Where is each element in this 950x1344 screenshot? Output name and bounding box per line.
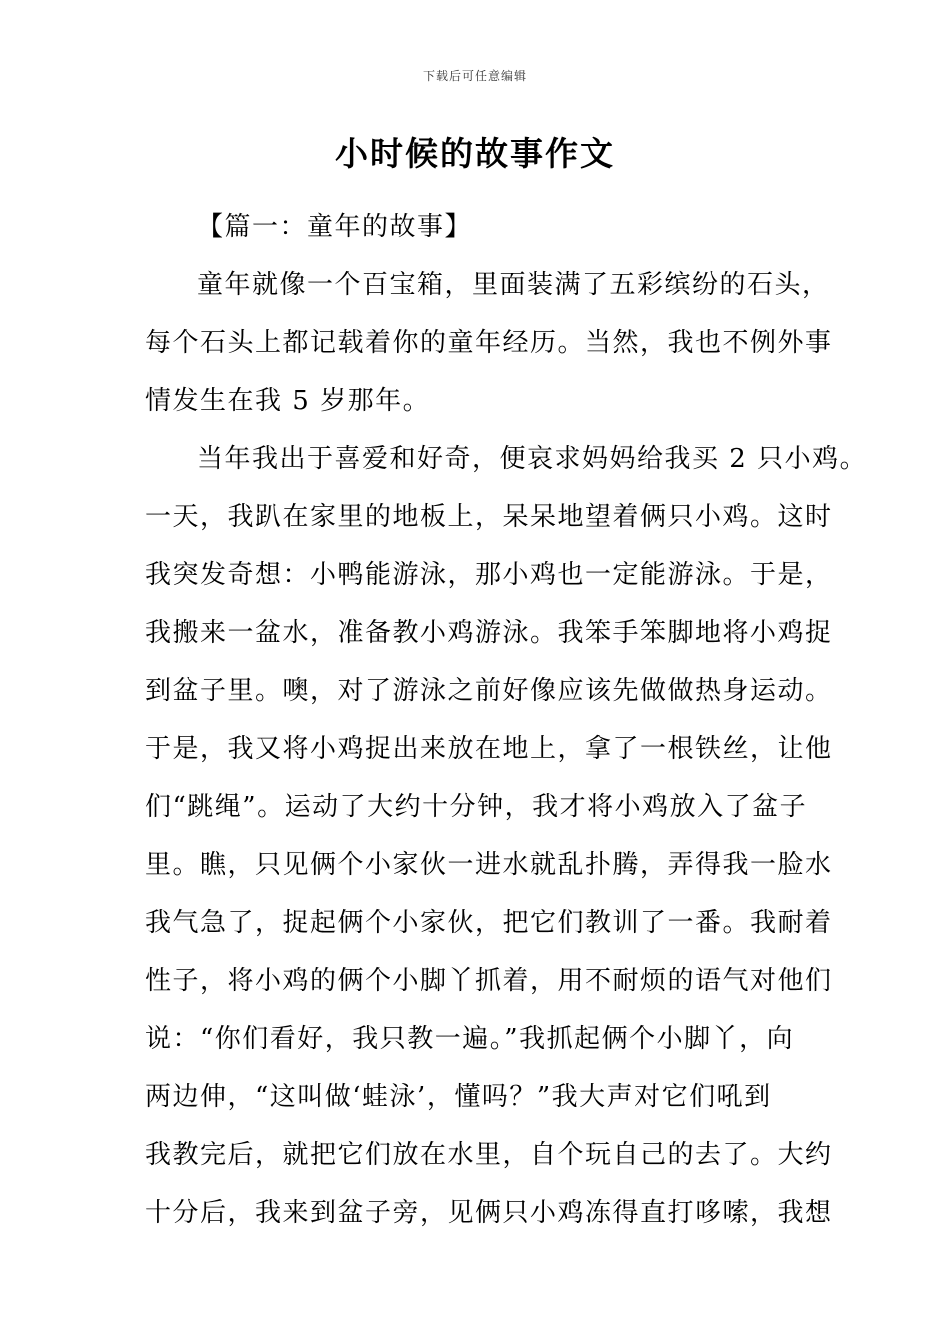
paragraph-line: 一天，我趴在家里的地板上，呆呆地望着俩只小鸡。这时 — [145, 502, 833, 532]
header-note: 下载后可任意编辑 — [422, 69, 527, 83]
paragraph-line: 十分后，我来到盆子旁，见俩只小鸡冻得直打哆嗦，我想 — [145, 1198, 833, 1228]
document-title: 小时候的故事作文 — [335, 134, 615, 173]
paragraph-line: 当年我出于喜爱和好奇，便哀求妈妈给我买 2 只小鸡。 — [197, 444, 868, 474]
paragraph-line: 我搬来一盆水，准备教小鸡游泳。我笨手笨脚地将小鸡捉 — [145, 618, 833, 648]
paragraph-line: 我气急了，捉起俩个小家伙，把它们教训了一番。我耐着 — [145, 908, 833, 938]
section-heading: 【篇一：童年的故事】 — [197, 212, 473, 242]
paragraph-line: 里。瞧，只见俩个小家伙一进水就乱扑腾，弄得我一脸水 — [145, 850, 833, 880]
paragraph-2 — [145, 430, 868, 1242]
paragraph-1 — [145, 256, 833, 430]
paragraph-line: 童年就像一个百宝箱，里面装满了五彩缤纷的石头， — [197, 270, 830, 300]
paragraph-line: 于是，我又将小鸡捉出来放在地上，拿了一根铁丝，让他 — [145, 734, 833, 764]
paragraph-line: 两边伸，“这叫做‘蛙泳’，懂吗？”我大声对它们吼到 — [145, 1082, 772, 1112]
paragraph-line: 说：“你们看好，我只教一遍。”我抓起俩个小脚丫，向 — [145, 1024, 795, 1054]
paragraph-line: 到盆子里。噢，对了游泳之前好像应该先做做热身运动。 — [145, 676, 833, 706]
document-body — [145, 198, 868, 1242]
paragraph-line: 我教完后，就把它们放在水里，自个玩自己的去了。大约 — [145, 1140, 833, 1170]
paragraph-line: 每个石头上都记载着你的童年经历。当然，我也不例外事 — [145, 328, 833, 358]
paragraph-line: 情发生在我 5 岁那年。 — [145, 386, 431, 416]
paragraph-line: 我突发奇想：小鸭能游泳，那小鸡也一定能游泳。于是， — [145, 560, 833, 590]
paragraph-line: 性子，将小鸡的俩个小脚丫抓着，用不耐烦的语气对他们 — [145, 966, 833, 996]
paragraph-line: 们“跳绳”。运动了大约十分钟，我才将小鸡放入了盆子 — [145, 792, 808, 822]
